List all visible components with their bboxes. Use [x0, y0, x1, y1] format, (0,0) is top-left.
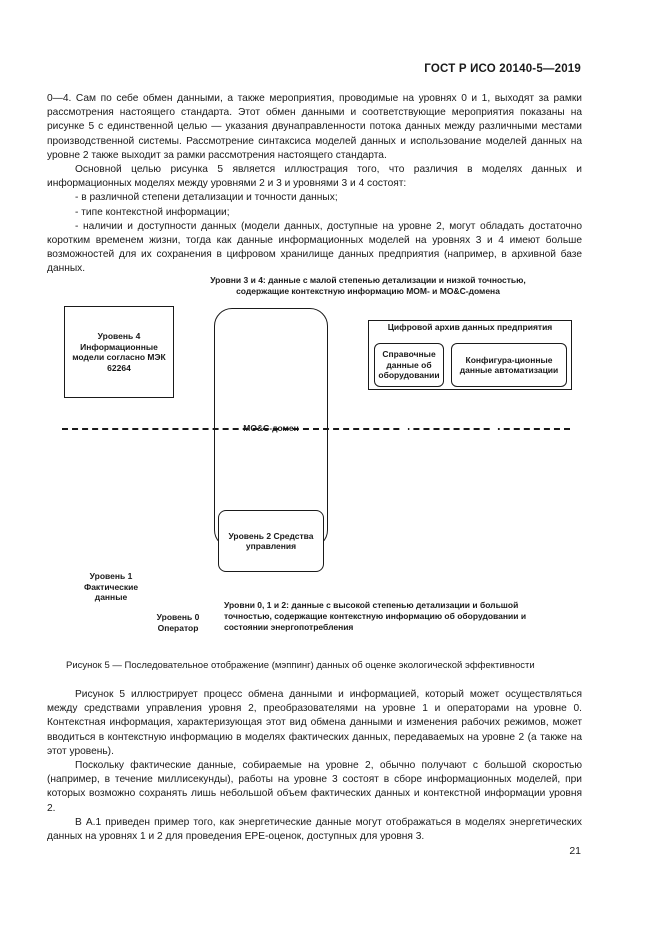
paragraph: Поскольку фактические данные, собираемые на уровне 2, обычно получают с большой скоростью (например, в течение миллисекунды), работы на уровне 3 состоят в сборе информационных моделей, при которых возможно сохранять лишь небольшой объем фактических данных и контекстной информации уровня 2. — [47, 760, 582, 814]
paragraph: В А.1 приведен пример того, как энергетические данные могут отображаться в моделях энергетических данных на уровнях 1 и 2 для проведения EPE-оценок, доступных для уровня 3. — [47, 816, 582, 843]
level4-box — [64, 306, 174, 398]
moc-domain-label: MO&C-домен — [243, 422, 299, 433]
level0-label: Уровень 0 Оператор — [156, 612, 200, 633]
paragraph: Основной целью рисунка 5 является иллюстрация того, что различия в моделях данных и информационных моделях между уровнями 2 и 3 и уровнями 3 и 4 состоят: — [47, 164, 582, 190]
config-data-label: Конфигура-ционные данные автоматизации — [459, 354, 559, 375]
paragraph: 0—4. Сам по себе обмен данными, а также мероприятия, проводимые на уровнях 0 и 1, выходят за рамки рассмотрения настоящего стандарта. Этот обмен данными и соответствующие мероприятия показаны на рисунке 5 с единственной целью — указания двунаправленности потока данных между различными местами производственной системы. Рассмотрение синтаксиса моделей данных и использование моделей данных на уровне 2 также выходит за рамки рассмотрения настоящего стандарта. — [47, 93, 582, 161]
bottom-text-block — [47, 688, 582, 844]
paragraph: Рисунок 5 иллюстрирует процесс обмена данными и информацией, который может осуществляться между средствами управления уровня 2, преобразователями на уровне 1 и операторами на уровне 0. Контекстная информация, характеризующая этот вид обмена данными и изменения рабочих режимов, может вводиться в контекстную информацию в моделях фактических данных, передаваемых на уровне 2 (а также на этот уровень). — [47, 689, 582, 757]
reference-data-box — [374, 343, 444, 387]
list-item: - в различной степени детализации и точности данных; — [75, 192, 338, 204]
reference-data-label: Справочные данные об оборудовании — [378, 349, 440, 381]
digital-archive-box — [368, 320, 572, 390]
digital-archive-label: Цифровой архив данных предприятия — [387, 322, 553, 332]
config-data-box — [451, 343, 567, 387]
level2-box — [218, 510, 324, 572]
level1-label: Уровень 1 Фактические данные — [83, 571, 139, 602]
figure-title: Рисунок 5 — Последовательное отображение (мэппинг) данных об оценке экологической эффективности — [66, 660, 535, 671]
connector-gap — [402, 426, 408, 432]
level2-label: Уровень 2 Средства управления — [228, 530, 314, 551]
list-item: - типе контекстной информации; — [75, 206, 230, 218]
top-text-block — [47, 92, 582, 277]
page-number: 21 — [569, 845, 581, 857]
connector-gap — [492, 426, 498, 432]
figure-caption-levels-0-2: Уровни 0, 1 и 2: данные с высокой степенью детализации и большой точностью, содержащие контекстную информацию об оборудовании и состоянии энергопотребления — [224, 600, 527, 632]
standard-header: ГОСТ Р ИСО 20140-5—2019 — [424, 63, 581, 75]
list-item: - наличии и доступности данных (модели данных, доступные на уровне 2, могут обладать достаточно коротким временем жизни, тогда как данные информационных моделей на уровнях 3 и 4 имеют больше возможностей для их сохранения в цифровом хранилище данных предприятия (например, в архивной базе данных. — [47, 220, 582, 275]
level4-label: Уровень 4 Информационные модели согласно МЭК 62264 — [72, 331, 166, 373]
figure-5 — [40, 270, 620, 650]
figure-caption-levels-3-4: Уровни 3 и 4: данные с малой степенью детализации и низкой точностью, содержащие контекстную информацию MOM- и MO&C-домена — [210, 275, 526, 296]
